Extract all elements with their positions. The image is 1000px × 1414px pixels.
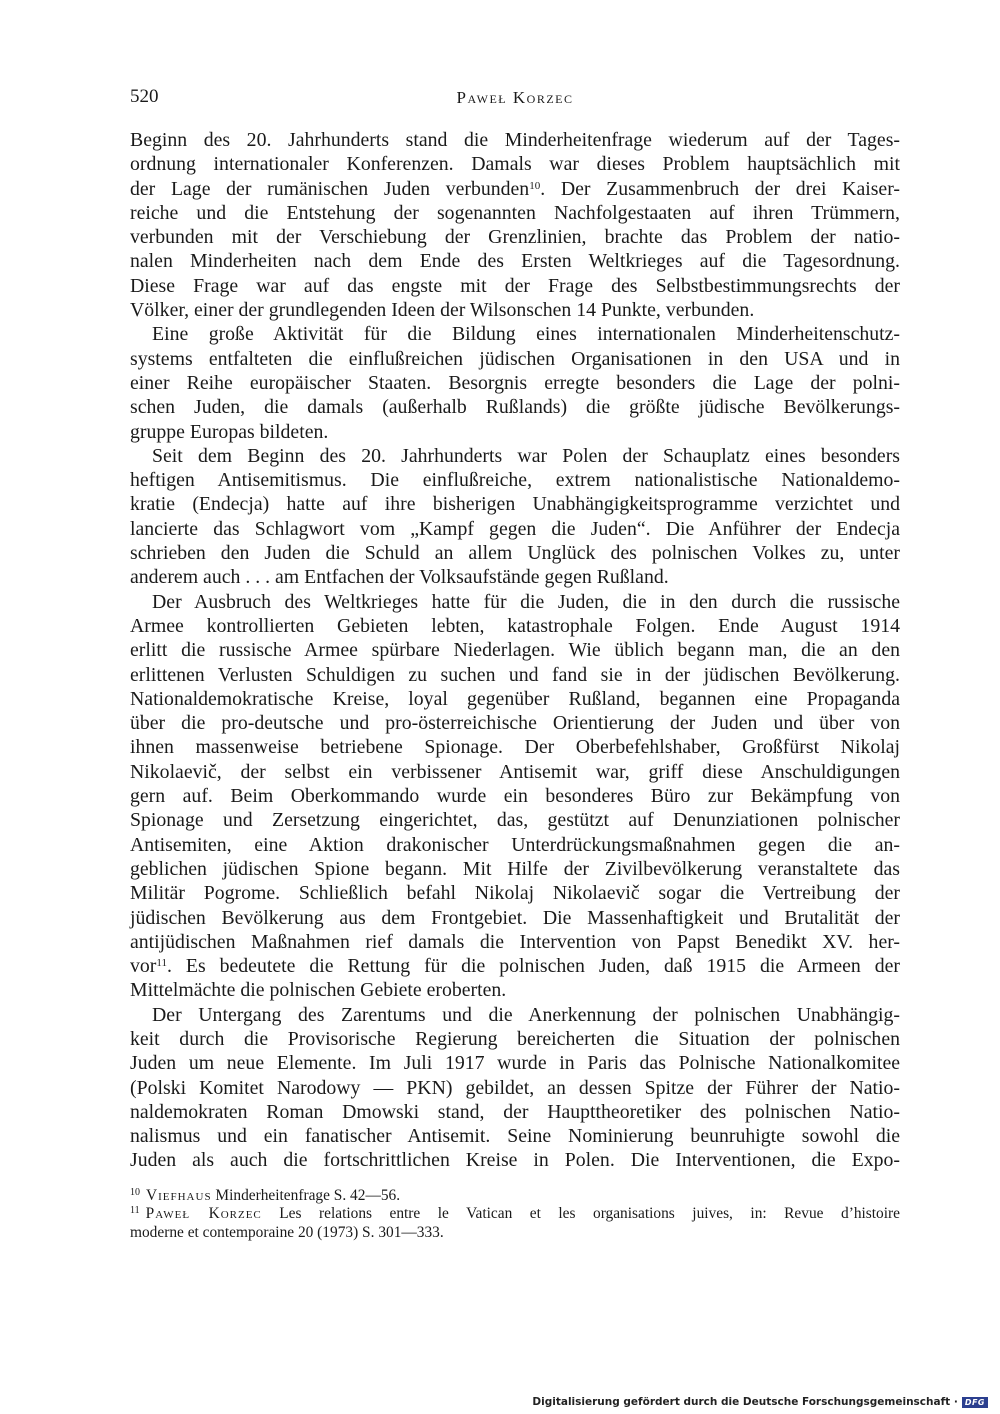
text-segment: verbunden mit der Verschiebung der Grenzlinien, brachte das Problem der natio- [130,226,900,249]
text-segment: nalen Minderheiten nach dem Ende des Ersten Weltkrieges auf die Tagesordnung. [130,250,900,273]
text-line [130,565,900,589]
footnotes [130,1187,900,1242]
text-line [130,1003,900,1027]
text-line [130,177,900,201]
text-segment: der Lage der rumänischen Juden verbunden [130,177,530,200]
text-line [130,225,900,249]
text-segment: gern auf. Beim Oberkommando wurde ein besonderes Büro zur Bekämpfung von [130,785,900,808]
text-line [130,930,900,954]
footnote-11 [130,1205,900,1223]
footnote-ref: 10 [529,179,541,192]
text-line [130,1148,900,1172]
footnote-author: Paweł Korzec [145,1205,262,1223]
text-segment: erlitt die russische Armee spürbare Niederlagen. Wie üblich begann man, die an den [130,639,900,662]
text-segment: Nationaldemokratische Kreise, loyal gegenüber Rußland, begannen eine Propaganda [130,687,900,710]
text-line [130,322,900,346]
footnote-10 [130,1187,900,1205]
text-line [130,663,900,687]
text-segment: naldemokraten Roman Dmowski stand, der Haupttheoretiker des polnischen Natio- [130,1100,900,1123]
text-segment: . Es bedeutete die Rettung für die polnischen Juden, daß 1915 die Armeen der [166,955,900,978]
text-line [130,395,900,419]
text-line [130,249,900,273]
text-segment: Nikolaevič, der selbst ein verbissener Antisemit war, griff diese Anschuldigungen [130,760,900,783]
text-segment: schrieben den Juden die Schuld an allem Unglück des polnischen Volkes zu, unter [130,542,900,565]
text-segment: kratie (Endecja) hatte auf ihre bisherigen Unabhängigkeitsprogramme verzichtet und [130,493,900,516]
text-line [130,371,900,395]
dfg-attribution [532,1394,988,1410]
text-line [130,978,900,1002]
text-segment: Beginn des 20. Jahrhunderts stand die Minderheitenfrage wiederum auf der Tages- [130,129,900,151]
text-line [130,1100,900,1124]
text-segment: erlittenen Verlusten Schuldigen zu suchen und fand sie in der jüdischen Bevölkerung. [130,663,900,686]
footnote-number: 11 [130,1205,140,1217]
text-segment: Militär Pogrome. Schließlich befahl Nikolaj Nikolaevič sogar die Vertreibung der [130,882,900,905]
text-segment: . Der Zusammenbruch der drei Kaiser- [540,177,900,200]
text-segment: ihnen massenweise betriebene Spionage. Der Oberbefehlshaber, Großfürst Nikolaj [130,736,900,759]
footnote-11-continued: moderne et contemporaine 20 (1973) S. 301—333. [130,1223,444,1241]
text-line [130,541,900,565]
text-line [130,420,900,444]
text-line [130,590,900,614]
text-line [130,954,900,978]
text-line [130,881,900,905]
text-line [130,1051,900,1075]
text-line [130,1124,900,1148]
text-segment: Der Untergang des Zarentums und die Anerkennung der polnischen Unabhängig- [152,1003,900,1026]
text-line [130,152,900,176]
text-segment: heftigen Antisemitismus. Die einflußreiche, extrem nationalistische Nationaldemo- [130,469,900,492]
text-line [130,906,900,930]
text-segment: systems entfalteten die einflußreichen jüdischen Organisationen in den USA und in [130,347,900,370]
text-line [130,298,900,322]
text-segment: gruppe Europas bildeten. [130,420,329,443]
text-segment: Armee kontrollierten Gebieten lebten, katastrophale Folgen. Ende August 1914 [130,614,900,637]
text-line [130,614,900,638]
text-segment: Juden um neue Elemente. Im Juli 1917 wurde in Paris das Polnische Nationalkomitee [130,1052,900,1075]
text-line [130,201,900,225]
text-segment: vor [130,955,157,978]
text-line [130,492,900,516]
text-line [130,468,900,492]
text-segment: über die pro-deutsche und pro-österreichische Orientierung der Juden und über von [130,712,900,735]
text-segment: antijüdischen Maßnahmen rief damals die Intervention von Papst Benedikt XV. her- [130,930,900,953]
footnote-number: 10 [130,1187,140,1198]
footnote-author: Viefhaus [146,1187,212,1204]
text-line [130,347,900,371]
text-segment: Spionage und Zersetzung eingerichtet, das, gestützt auf Denunziationen polnischer [130,809,900,832]
text-line [130,128,900,152]
text-line [130,444,900,468]
text-segment: geblichen jüdischen Spione begann. Mit Hilfe der Zivilbevölkerung veranstaltete das [130,857,900,880]
running-head: Paweł Korzec [456,88,574,107]
text-line [130,517,900,541]
body-text [130,128,900,1173]
text-segment: Der Ausbruch des Weltkrieges hatte für die Juden, die in den durch die russische [152,590,900,613]
text-line [130,735,900,759]
footnote-text: Les relations entre le Vatican et les organisations juives, in: Revue d’histoire [261,1205,900,1223]
text-line [130,638,900,662]
text-segment: Juden als auch die fortschrittlichen Kreise in Polen. Die Interventionen, die Expo- [130,1149,900,1172]
footnote-text: Minderheitenfrage S. 42—56. [211,1187,401,1204]
text-segment: schen Juden, die damals (außerhalb Rußlands) die größte jüdische Bevölkerungs- [130,396,900,419]
text-line [130,833,900,857]
text-segment: nalismus und ein fanatischer Antisemit. Seine Nominierung beunruhigte sowohl die [130,1125,900,1148]
text-line [130,1076,900,1100]
text-segment: lancierte das Schlagwort vom „Kampf gegen die Juden“. Die Anführer der Endecja [130,517,900,540]
text-line [130,857,900,881]
text-segment: Antisemiten, eine Aktion drakonischer Unterdrückungsmaßnahmen gegen die an- [130,833,900,856]
text-segment: anderem auch . . . am Entfachen der Volksaufstände gegen Rußland. [130,566,669,589]
text-line [130,1027,900,1051]
attribution-text: Digitalisierung gefördert durch die Deutsche Forschungsgemeinschaft · [532,1396,958,1408]
text-segment: reiche und die Entstehung der sogenannten Nachfolgestaaten auf ihren Trümmern, [130,201,900,224]
text-segment: Seit dem Beginn des 20. Jahrhunderts war Polen der Schauplatz eines besonders [152,444,900,467]
text-segment: Diese Frage war auf das engste mit der Frage des Selbstbestimmungsrechts der [130,274,900,297]
footnote-ref: 11 [156,957,167,970]
text-segment: Mittelmächte die polnischen Gebiete eroberten. [130,979,507,1002]
page-number: 520 [130,86,159,107]
page-header [130,86,900,116]
text-segment: ordnung internationaler Konferenzen. Damals war dieses Problem hauptsächlich mit [130,153,900,176]
text-line [130,808,900,832]
text-segment: (Polski Komitet Narodowy — PKN) gebildet, an dessen Spitze der Führer der Natio- [130,1076,900,1099]
text-line [130,760,900,784]
text-line [130,711,900,735]
text-segment: keit durch die Provisorische Regierung bereicherten die Situation der polnischen [130,1027,900,1050]
text-segment: Völker, einer der grundlegenden Ideen der Wilsonschen 14 Punkte, verbunden. [130,299,755,322]
text-segment: einer Reihe europäischer Staaten. Besorgnis erregte besonders die Lage der polni- [130,371,900,394]
text-segment: jüdischen Bevölkerung aus dem Frontgebiet. Die Massenhaftigkeit und Brutalität der [130,906,900,929]
text-line [130,784,900,808]
text-line [130,274,900,298]
text-line [130,687,900,711]
text-segment: Eine große Aktivität für die Bildung eines internationalen Minderheitenschutz- [152,323,900,346]
dfg-logo-icon: DFG [962,1397,988,1408]
